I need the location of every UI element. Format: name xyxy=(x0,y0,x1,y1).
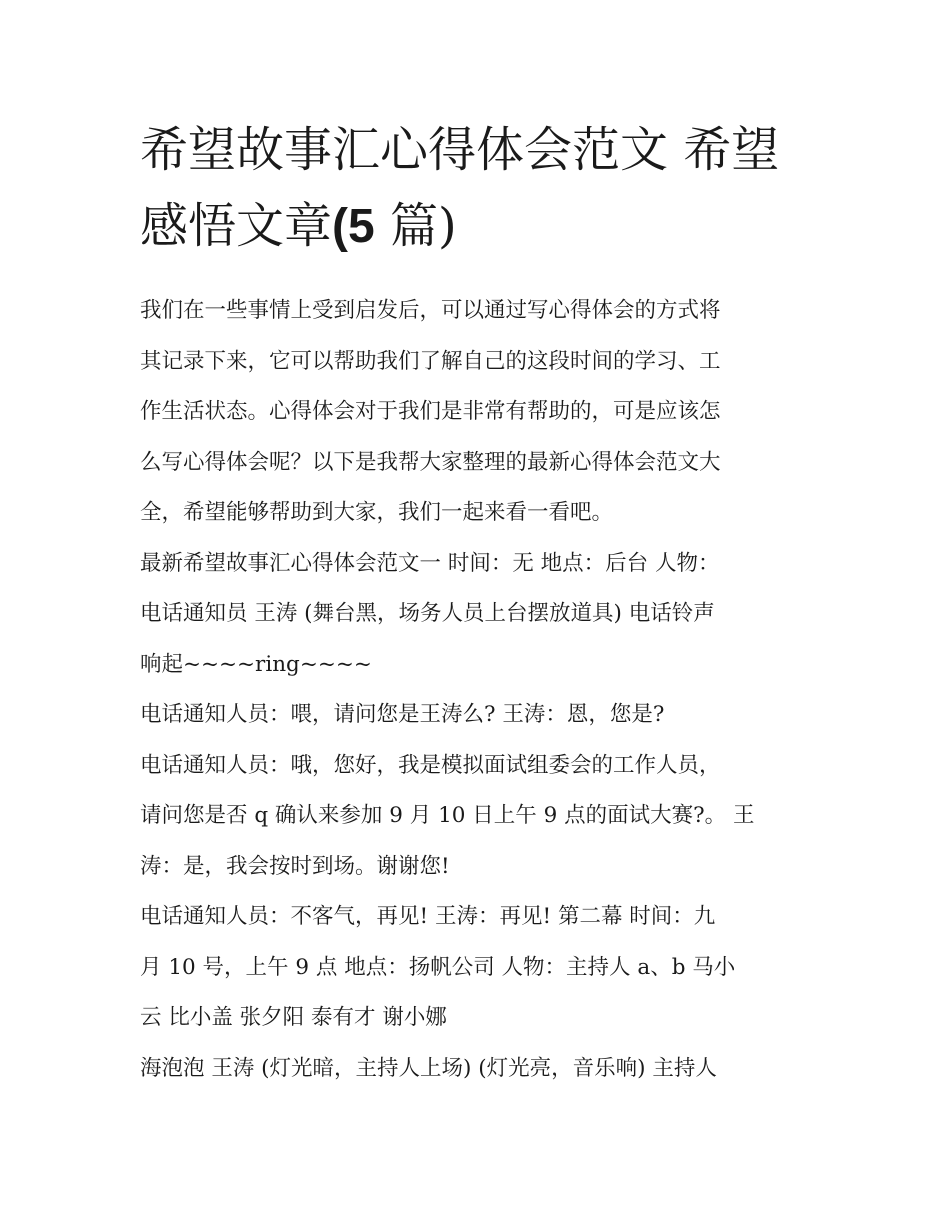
body-line: 响起~~~~ring~~~~ xyxy=(140,651,372,677)
title-line-2-suffix: 篇) xyxy=(374,198,457,254)
body-line: 请问您是否 q 确认来参加 9 月 10 日上午 9 点的面试大赛?。 王 xyxy=(140,803,755,828)
body-line: 海泡泡 王涛 (灯光暗，主持人上场) (灯光亮，音乐响) 主持人 xyxy=(140,1055,717,1081)
document-content xyxy=(140,112,815,1094)
body-line: 最新希望故事汇心得体会范文一 时间：无 地点：后台 人物： xyxy=(140,550,720,576)
body-line: 电话通知人员：不客气，再见! 王涛：再见! 第二幕 时间：九 xyxy=(140,904,716,929)
body-line: 作生活状态。心得体会对于我们是非常有帮助的，可是应该怎 xyxy=(140,399,721,424)
body-line: 么写心得体会呢？以下是我帮大家整理的最新心得体会范文大 xyxy=(140,449,721,475)
document-title xyxy=(140,112,815,264)
body-line: 电话通知人员：喂，请问您是王涛么? 王涛：恩，您是? xyxy=(140,702,665,727)
body-line: 涛：是，我会按时到场。谢谢您! xyxy=(140,853,450,879)
document-body xyxy=(140,286,815,1094)
title-line-1: 希望故事汇心得体会范文 希望 xyxy=(140,122,780,178)
body-line: 电话通知员 王涛 (舞台黑，场务人员上台摆放道具) 电话铃声 xyxy=(140,601,715,626)
title-line-2 xyxy=(140,188,815,264)
body-line: 我们在一些事情上受到启发后，可以通过写心得体会的方式将 xyxy=(140,298,721,323)
body-line: 其记录下来，它可以帮助我们了解自己的这段时间的学习、工 xyxy=(140,348,721,374)
body-line: 全，希望能够帮助到大家，我们一起来看一看吧。 xyxy=(140,500,614,525)
body-line: 电话通知人员：哦，您好，我是模拟面试组委会的工作人员， xyxy=(140,752,721,778)
body-line: 月 10 号，上午 9 点 地点：扬帆公司 人物：主持人 a、b 马小 xyxy=(140,954,736,980)
body-line: 云 比小盖 张夕阳 泰有才 谢小娜 xyxy=(140,1005,447,1030)
title-line-2-prefix: 感悟文章 xyxy=(140,198,333,254)
title-line-2-bold: (5 xyxy=(332,200,375,253)
